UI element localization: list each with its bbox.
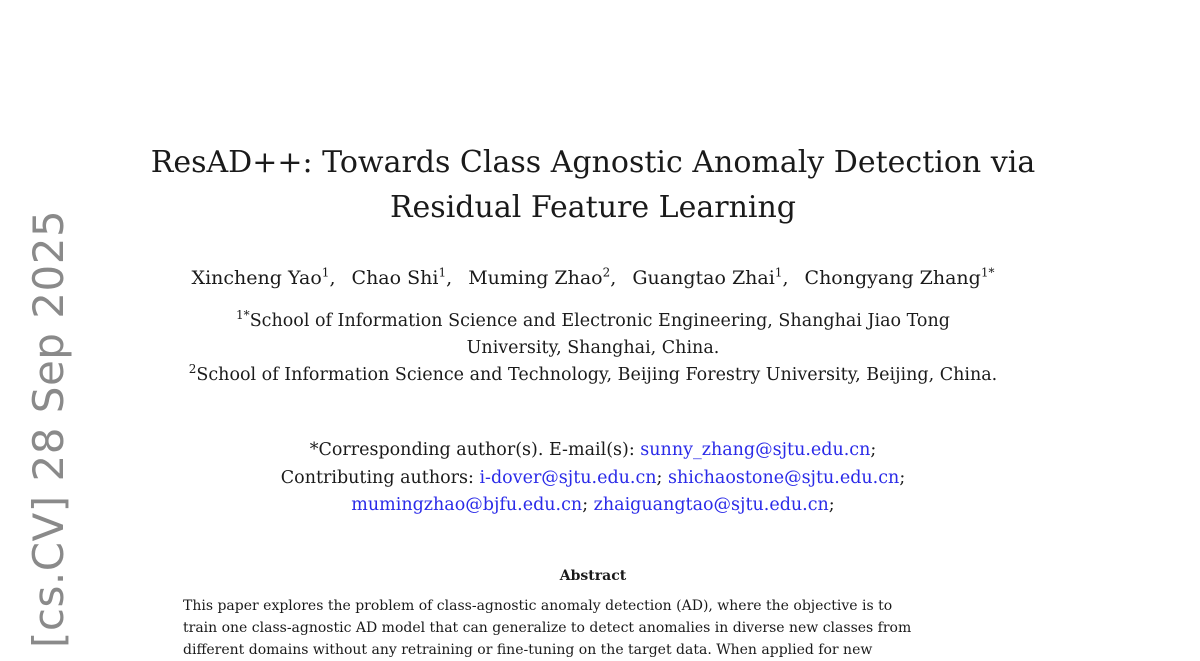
affiliation-1: [120, 308, 1066, 362]
affiliation-mark: 2: [188, 362, 197, 377]
affiliation-1-line-1: [120, 308, 1066, 335]
author-3: Muming Zhao$^2$,: [468, 265, 617, 289]
corresponding-label: *Corresponding author(s). E-mail(s):: [309, 440, 641, 460]
affiliation-mark: 1*: [236, 308, 250, 323]
title-line-2: Residual Feature Learning: [389, 190, 797, 225]
contributing-line-1: [120, 465, 1066, 493]
author-affil-mark: 1*: [980, 265, 995, 280]
contributing-line-2: [120, 492, 1066, 520]
author-2: Chao Shi$^1$,: [351, 265, 453, 289]
affiliation-1-line-2: University, Shanghai, China.: [466, 338, 720, 358]
corresponding-line: [120, 437, 1066, 465]
separator: ;: [656, 467, 669, 488]
separator: ;: [828, 495, 835, 515]
author-name: Xincheng Yao: [191, 267, 322, 289]
affiliation-2: [120, 362, 1066, 389]
author-name: Muming Zhao: [468, 267, 603, 289]
author-name: Chongyang Zhang: [804, 267, 981, 289]
arxiv-side-stamp: [cs.CV] 28 Sep 2025: [24, 209, 73, 648]
title-line-1: ResAD++: Towards Class Agnostic Anomaly Detection via: [150, 145, 1036, 180]
email-link[interactable]: zhaiguangtao@sjtu.edu.cn: [593, 495, 829, 515]
separator: ;: [899, 467, 906, 488]
author-affil-mark: 1: [774, 265, 783, 280]
email-link[interactable]: mumingzhao@bjfu.edu.cn: [351, 495, 583, 515]
affiliation-text: School of Information Science and Technology, Beijing Forestry University, Beijing, China.: [196, 365, 998, 385]
abstract-line-1: This paper explores the problem of class-agnostic anomaly detection (AD), where the objective is to: [183, 598, 893, 614]
email-link[interactable]: i-dover@sjtu.edu.cn: [479, 467, 657, 488]
email-link[interactable]: sunny_zhang@sjtu.edu.cn: [640, 440, 871, 460]
author-name: Guangtao Zhai: [632, 267, 775, 289]
abstract-body: [183, 595, 1005, 661]
separator: ;: [582, 495, 594, 515]
abstract-line-3: different domains without any retraining or fine-tuning on the target data. When applied for new: [183, 642, 873, 658]
email-link[interactable]: shichaostone@sjtu.edu.cn: [668, 467, 900, 488]
paper-title: [150, 140, 1036, 230]
affiliation-text: School of Information Science and Electronic Engineering, Shanghai Jiao Tong: [249, 311, 950, 331]
author-affil-mark: 1: [321, 265, 330, 280]
author-1: Xincheng Yao$^1$,: [191, 265, 336, 289]
author-list: [120, 264, 1066, 292]
author-4: Guangtao Zhai$^1$,: [632, 265, 789, 289]
abstract-line-2: train one class-agnostic AD model that can generalize to detect anomalies in diverse new classes from: [183, 620, 912, 636]
author-5: [805, 267, 995, 289]
abstract-heading: Abstract: [559, 568, 627, 584]
author-name: Chao Shi: [351, 267, 439, 289]
contact-block: [120, 437, 1066, 520]
affiliation-2-line-1: [120, 362, 1066, 389]
author-affil-mark: 2: [602, 265, 611, 280]
separator: ;: [870, 440, 877, 460]
author-affil-mark: 1: [438, 265, 447, 280]
contributing-label: Contributing authors:: [280, 467, 480, 488]
